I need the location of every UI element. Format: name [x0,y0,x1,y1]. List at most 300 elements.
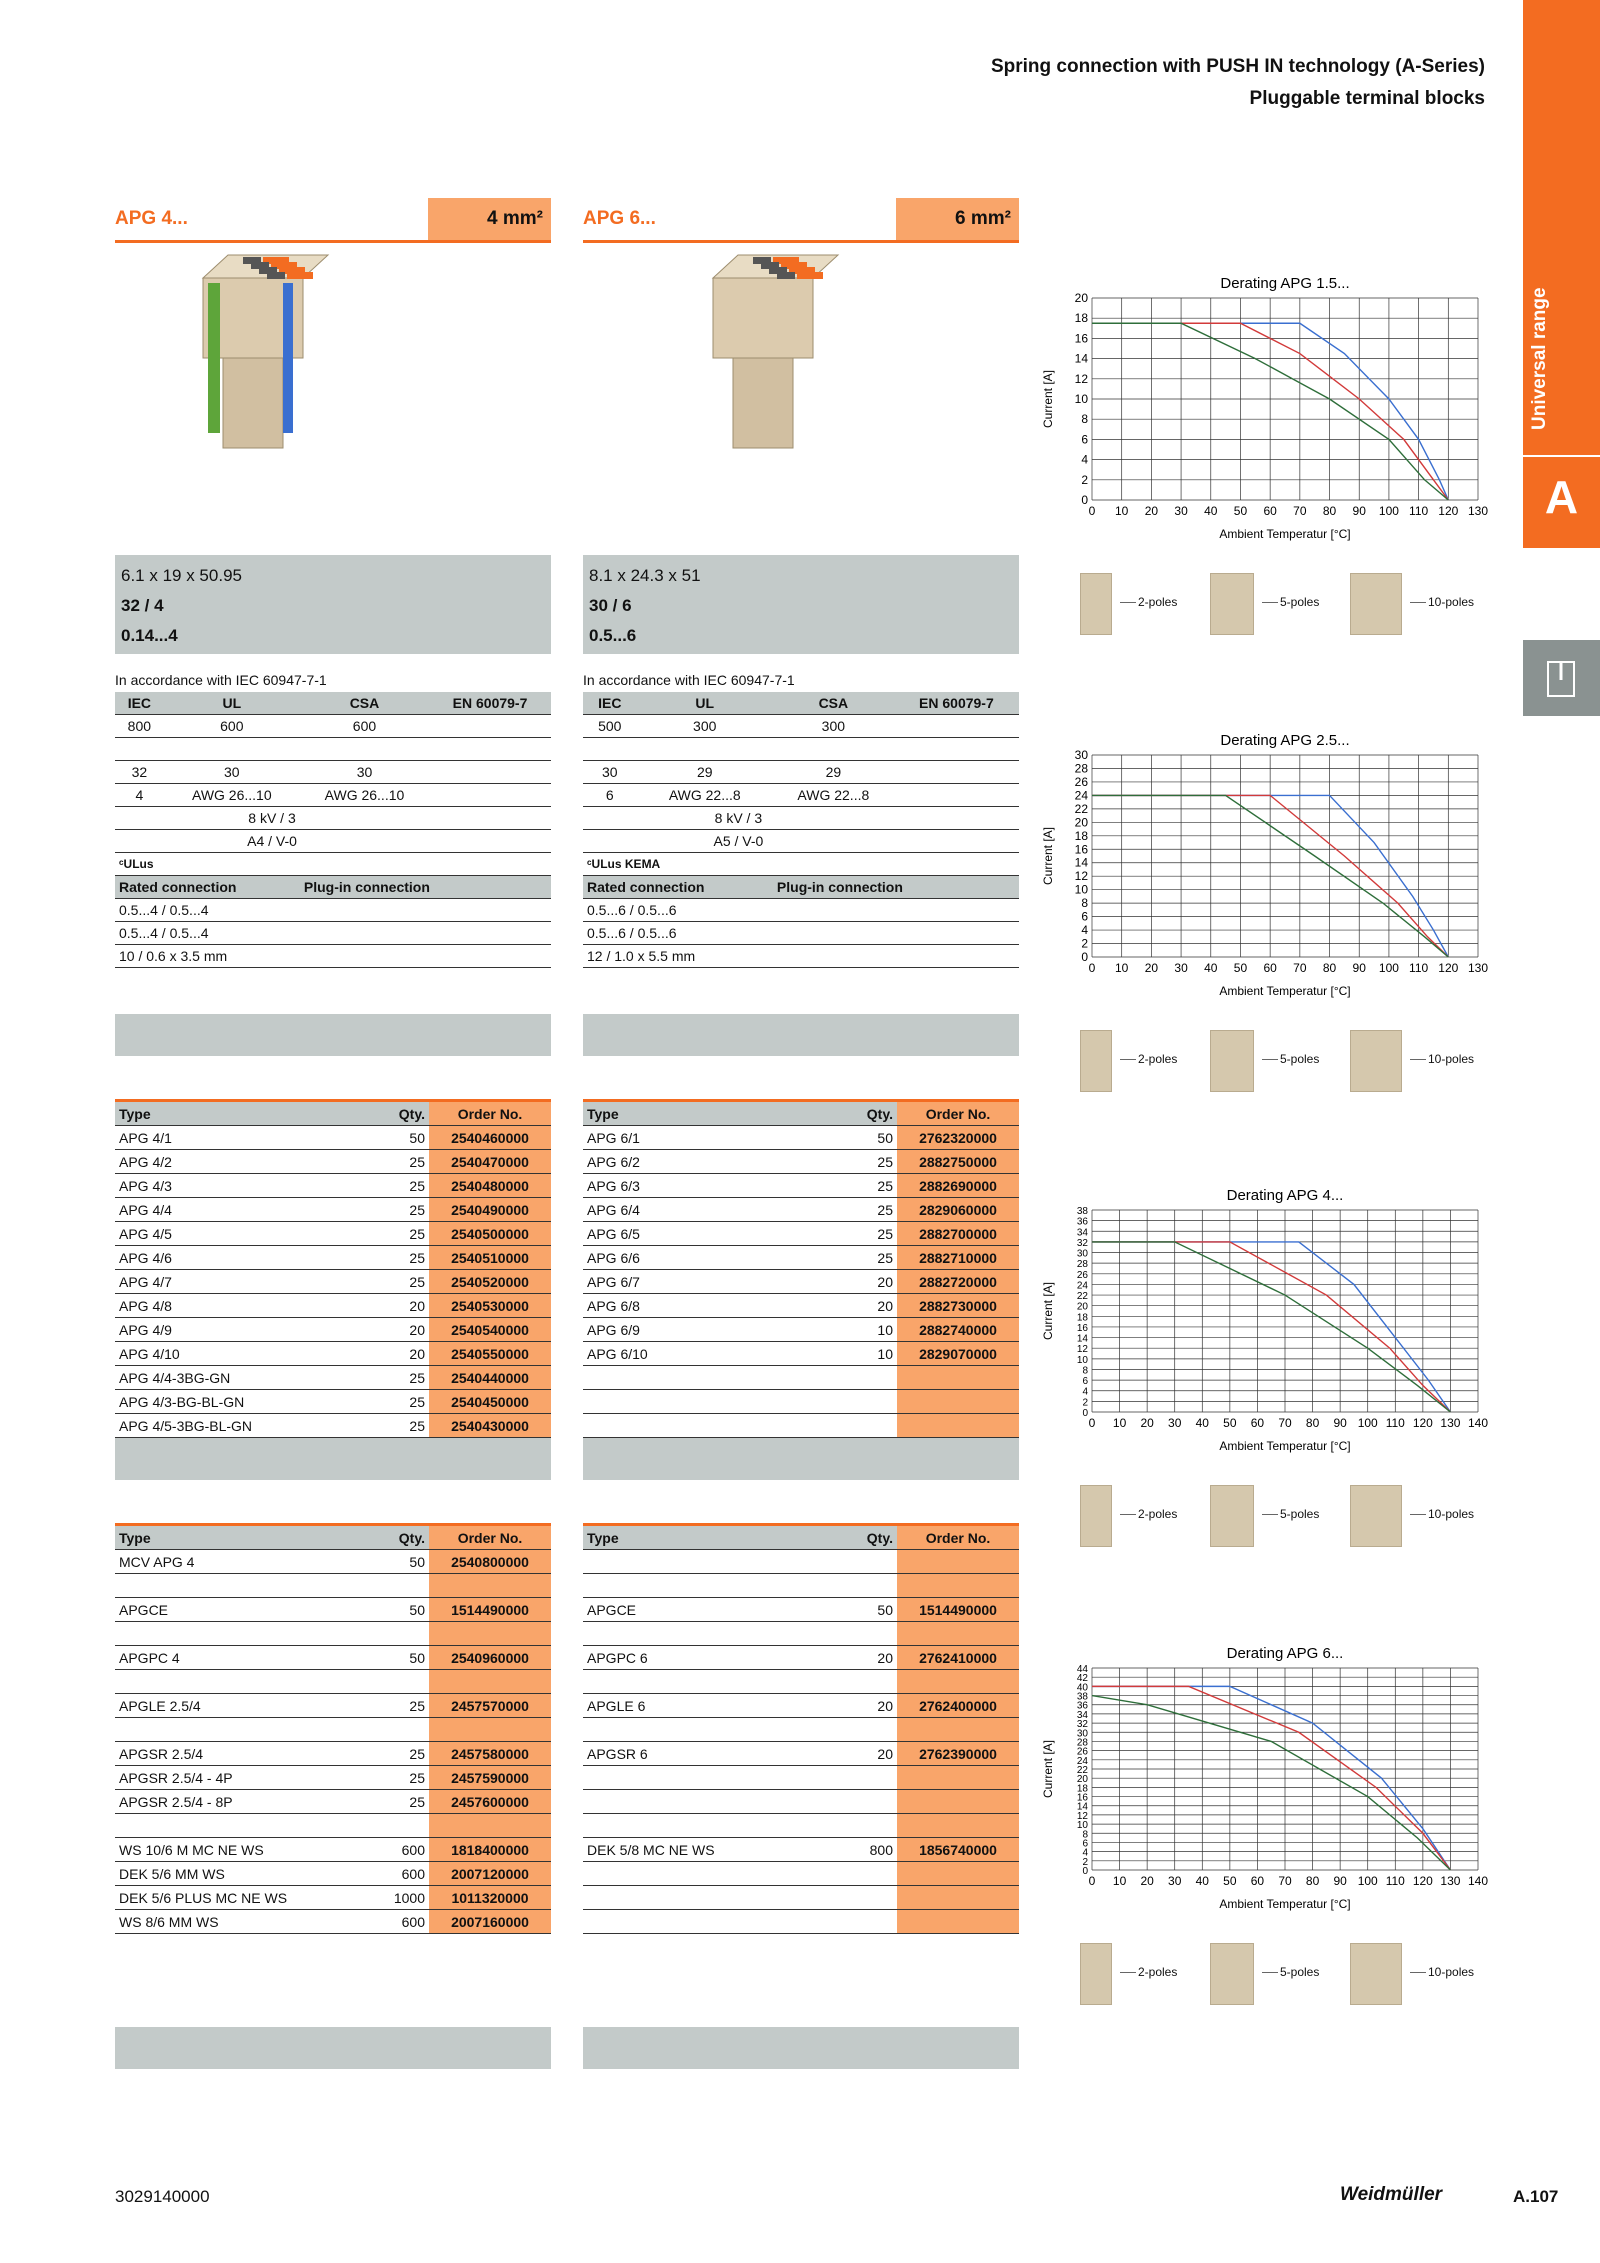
y-tick-label: 38 [1076,1691,1088,1703]
order-row [115,1670,551,1694]
order-row [583,1246,1019,1270]
order-type: APG 4/5 [115,1222,351,1246]
order-row [583,1414,1019,1438]
ratings-cell [894,807,1019,830]
y-tick-label: 28 [1074,761,1088,776]
ratings-row [583,830,1019,853]
order-row [115,1126,551,1150]
y-tick-label: 12 [1074,371,1088,386]
x-tick-label: 70 [1293,504,1307,518]
legend-label: 2-poles [1120,1507,1177,1521]
order-header-qty: Qty. [819,1525,897,1550]
y-tick-label: 14 [1074,351,1088,366]
y-tick-label: 14 [1074,855,1088,870]
order-type: APG 4/10 [115,1342,351,1366]
order-row [583,1670,1019,1694]
spec-range: 0.14...4 [121,626,178,645]
x-tick-label: 0 [1088,504,1096,518]
y-tick-label: 22 [1076,1291,1088,1303]
order-number: 2540430000 [429,1414,551,1438]
order-qty: 20 [351,1342,429,1366]
x-tick-label: 30 [1174,504,1188,518]
order-qty: 25 [351,1414,429,1438]
order-type: APG 4/3-BG-BL-GN [115,1390,351,1414]
derating-chart [1040,268,1500,653]
order-header-type: Type [583,1101,819,1126]
order-number: 2882710000 [897,1246,1019,1270]
connection-header-cell: Rated connection [583,876,773,899]
product-column-apg4 [115,198,551,2069]
order-footer-bar [583,1438,1019,1480]
ul-cert-icon: ᶜULus KEMA [583,853,1019,876]
order-type: APG 6/9 [583,1318,819,1342]
chart-legend [1040,573,1500,653]
order-type: APG 6/7 [583,1270,819,1294]
order-type: APG 4/3 [115,1174,351,1198]
order-number [429,1670,551,1694]
side-tab-label: Universal range [1529,287,1550,430]
x-tick-label: 130 [1440,1874,1461,1888]
ratings-row [115,784,551,807]
order-qty: 10 [819,1342,897,1366]
order-number: 2882700000 [897,1222,1019,1246]
order-number: 2540480000 [429,1174,551,1198]
order-qty: 50 [819,1126,897,1150]
x-tick-label: 60 [1263,961,1277,975]
y-tick-label: 32 [1076,1719,1088,1731]
accordance-note: In accordance with IEC 60947-7-1 [583,672,795,688]
order-number [897,1414,1019,1438]
y-tick-label: 26 [1074,774,1088,789]
order-qty: 25 [351,1150,429,1174]
y-axis-label: Current [A] [1041,826,1055,886]
x-tick-label: 140 [1467,1416,1489,1430]
tool-icon [1523,640,1600,716]
order-row [115,1574,551,1598]
ratings-cell [894,784,1019,807]
y-tick-label: 12 [1076,1344,1088,1356]
order-number: 2882730000 [897,1294,1019,1318]
order-qty: 800 [819,1838,897,1862]
order-row [583,1766,1019,1790]
order-row [583,1342,1019,1366]
ratings-header-cell: UL [164,692,300,715]
y-tick-label: 0 [1081,493,1088,507]
y-tick-label: 4 [1081,452,1088,467]
y-tick-label: 14 [1076,1333,1088,1345]
order-row [583,1622,1019,1646]
x-tick-label: 40 [1204,504,1218,518]
accessory-table [583,1523,1019,1934]
legend-label: 10-poles [1410,1965,1474,1979]
connection-cell: 0.5...6 / 0.5...6 [583,899,1019,922]
order-header-type: Type [115,1101,351,1126]
order-type [583,1622,819,1646]
x-tick-label: 130 [1467,961,1489,975]
ratings-cell: 4 [115,784,164,807]
x-tick-label: 120 [1412,1416,1433,1430]
y-tick-label: 28 [1076,1737,1088,1749]
order-number: 1818400000 [429,1838,551,1862]
order-qty: 10 [819,1318,897,1342]
order-row [115,1838,551,1862]
order-number: 2540540000 [429,1318,551,1342]
legend-pole-image [1080,1485,1112,1547]
info-bar [583,1014,1019,1056]
order-number: 2762390000 [897,1742,1019,1766]
ratings-cell: 29 [773,761,894,784]
order-row [115,1598,551,1622]
order-number: 2540960000 [429,1646,551,1670]
y-tick-label: 16 [1074,331,1088,346]
x-tick-label: 110 [1409,961,1429,975]
order-number [897,1862,1019,1886]
y-tick-label: 6 [1081,432,1088,447]
y-tick-label: 20 [1074,291,1088,305]
order-qty [351,1574,429,1598]
ratings-cell [429,784,551,807]
order-row [583,1150,1019,1174]
order-row [583,1862,1019,1886]
spec-current: 30 / 6 [589,596,632,615]
legend-label: 10-poles [1410,1052,1474,1066]
order-type: APGPC 4 [115,1646,351,1670]
order-qty: 20 [819,1646,897,1670]
legend-label: 2-poles [1120,595,1177,609]
order-row [583,1222,1019,1246]
order-type: APGLE 2.5/4 [115,1694,351,1718]
order-type: APG 4/4 [115,1198,351,1222]
order-row [583,1598,1019,1622]
order-qty: 25 [819,1174,897,1198]
ratings-cell [115,738,164,761]
order-type: APG 4/5-3BG-BL-GN [115,1414,351,1438]
accessory-tab[interactable] [1523,640,1600,716]
order-type [583,1766,819,1790]
x-tick-label: 90 [1333,1416,1347,1430]
x-tick-label: 50 [1223,1416,1237,1430]
x-tick-label: 70 [1278,1874,1292,1888]
order-row [583,1390,1019,1414]
ratings-cell: 30 [300,761,429,784]
order-type [583,1910,819,1934]
terminal-block-image [115,243,551,555]
order-type: WS 10/6 M MC NE WS [115,1838,351,1862]
order-row [115,1222,551,1246]
x-tick-label: 60 [1263,504,1277,518]
derating-chart [1040,1638,1500,2023]
y-tick-label: 4 [1082,1386,1088,1398]
order-row [115,1174,551,1198]
ratings-cell: AWG 22...8 [773,784,894,807]
x-tick-label: 60 [1250,1416,1265,1430]
y-axis-label: Current [A] [1041,1739,1055,1799]
x-tick-label: 120 [1438,504,1459,518]
chart-title: Derating APG 6... [1226,1645,1344,1662]
order-row [115,1366,551,1390]
brand-logo: Weidmüller [1340,2184,1443,2205]
order-qty: 25 [351,1198,429,1222]
ratings-cell [300,738,429,761]
order-number: 2540550000 [429,1342,551,1366]
order-type: APGSR 2.5/4 - 4P [115,1766,351,1790]
ratings-header-cell: EN 60079-7 [429,692,551,715]
order-number: 2540510000 [429,1246,551,1270]
order-row [115,1790,551,1814]
dimensions: 6.1 x 19 x 50.95 [121,566,242,585]
order-qty: 20 [819,1294,897,1318]
order-number [897,1814,1019,1838]
ratings-header-cell: EN 60079-7 [894,692,1019,715]
ratings-cell: 600 [164,715,300,738]
series-line-10-poles [1092,1696,1450,1870]
product-title-bar [583,198,1019,243]
y-tick-label: 36 [1076,1216,1088,1228]
order-footer-bar [115,1438,551,1480]
y-tick-label: 42 [1076,1673,1088,1685]
x-tick-label: 10 [1112,1416,1127,1430]
y-tick-label: 10 [1076,1820,1088,1832]
order-qty [819,1622,897,1646]
order-row [583,1646,1019,1670]
x-tick-label: 10 [1115,504,1129,518]
info-bar [115,1014,551,1056]
terminal-block-image [583,243,1019,555]
order-type: APG 6/4 [583,1198,819,1222]
order-row [583,1742,1019,1766]
order-number: 2540460000 [429,1126,551,1150]
ratings-cell: 600 [300,715,429,738]
order-qty: 25 [351,1270,429,1294]
order-row [115,1694,551,1718]
x-tick-label: 50 [1233,504,1248,518]
ratings-row [115,830,551,853]
order-row [583,1550,1019,1574]
y-tick-label: 38 [1076,1206,1088,1217]
order-row [583,1198,1019,1222]
y-tick-label: 22 [1076,1765,1088,1776]
x-tick-label: 90 [1352,504,1366,518]
x-tick-label: 40 [1195,1874,1209,1888]
order-qty: 25 [351,1246,429,1270]
order-row [115,1390,551,1414]
order-qty: 20 [351,1318,429,1342]
y-tick-label: 6 [1082,1838,1088,1850]
x-tick-label: 110 [1385,1416,1405,1430]
order-qty: 25 [351,1766,429,1790]
accessory-footer-bar [583,2027,1019,2069]
order-qty: 25 [819,1198,897,1222]
x-tick-label: 50 [1223,1874,1237,1888]
y-tick-label: 0 [1082,1408,1088,1419]
ratings-cell: 29 [637,761,773,784]
order-number: 2540500000 [429,1222,551,1246]
order-qty [351,1718,429,1742]
ratings-cell: 32 [115,761,164,784]
order-row [115,1198,551,1222]
order-type: APGSR 2.5/4 - 8P [115,1790,351,1814]
order-qty: 25 [351,1790,429,1814]
order-number: 2540520000 [429,1270,551,1294]
spec-box [115,555,551,654]
legend-pole-image [1210,573,1254,635]
order-number [429,1622,551,1646]
product-name: APG 4... [115,208,188,229]
order-qty: 20 [819,1742,897,1766]
ratings-cell: AWG 26...10 [164,784,300,807]
order-type: APG 4/6 [115,1246,351,1270]
order-number: 2457600000 [429,1790,551,1814]
legend-label: 10-poles [1410,1507,1474,1521]
chart-title: Derating APG 2.5... [1220,732,1350,749]
order-row [583,1366,1019,1390]
x-tick-label: 100 [1378,504,1399,518]
connection-header-cell: Rated connection [115,876,300,899]
y-tick-label: 32 [1076,1237,1088,1249]
ratings-cell [583,738,637,761]
legend-pole-image [1210,1485,1254,1547]
order-row [583,1318,1019,1342]
y-tick-label: 36 [1076,1700,1088,1712]
chart-svg [1040,268,1500,568]
y-tick-label: 8 [1082,1829,1088,1841]
order-type [115,1622,351,1646]
order-header-qty: Qty. [351,1525,429,1550]
y-tick-label: 18 [1074,311,1088,326]
ratings-row [583,715,1019,738]
ratings-row [583,784,1019,807]
order-number: 2540450000 [429,1390,551,1414]
order-qty: 600 [351,1838,429,1862]
order-qty [819,1390,897,1414]
order-type: APG 6/2 [583,1150,819,1174]
order-number: 2457590000 [429,1766,551,1790]
order-qty: 600 [351,1862,429,1886]
legend-pole-image [1210,1943,1254,2005]
connection-header-cell: Plug-in connection [773,876,1019,899]
ratings-row [583,738,1019,761]
y-tick-label: 30 [1076,1248,1088,1260]
order-type [115,1670,351,1694]
order-qty [819,1862,897,1886]
y-tick-label: 6 [1081,909,1088,924]
order-type: APG 4/1 [115,1126,351,1150]
order-type [115,1718,351,1742]
y-tick-label: 8 [1082,1365,1088,1377]
side-tab[interactable] [1523,0,1600,548]
ratings-row [583,807,1019,830]
order-row [583,1174,1019,1198]
order-number [897,1718,1019,1742]
order-qty [819,1790,897,1814]
order-number: 2540530000 [429,1294,551,1318]
cross-section-box [896,198,1019,240]
ratings-header-cell: CSA [300,692,429,715]
order-type: APG 4/8 [115,1294,351,1318]
connection-cell: 10 / 0.6 x 3.5 mm [115,945,551,968]
y-tick-label: 26 [1076,1746,1088,1758]
product-name: APG 6... [583,208,656,229]
order-type [115,1814,351,1838]
order-qty [819,1910,897,1934]
order-row [115,1294,551,1318]
connection-header-cell: Plug-in connection [300,876,551,899]
order-qty: 25 [819,1150,897,1174]
y-tick-label: 20 [1076,1774,1088,1786]
x-tick-label: 100 [1378,961,1399,975]
cross-section: 6 mm² [955,208,1011,229]
ratings-cell [894,761,1019,784]
x-tick-label: 50 [1233,961,1248,975]
x-axis-label: Ambient Temperatur [°C] [1219,527,1351,541]
order-type [583,1390,819,1414]
order-row [115,1550,551,1574]
order-header-no: Order No. [897,1101,1019,1126]
y-tick-label: 12 [1074,869,1088,884]
order-qty: 600 [351,1910,429,1934]
order-row [115,1718,551,1742]
y-tick-label: 44 [1076,1664,1088,1675]
order-row [115,1342,551,1366]
y-tick-label: 24 [1076,1755,1088,1767]
y-tick-label: 14 [1076,1801,1088,1813]
x-tick-label: 80 [1305,1874,1320,1888]
y-tick-label: 20 [1074,815,1088,830]
ratings-table [115,692,551,968]
y-tick-label: 30 [1076,1728,1088,1740]
order-type: APGCE [115,1598,351,1622]
ratings-span-cell: 8 kV / 3 [583,807,894,830]
product-title-bar [115,198,551,243]
order-number: 1514490000 [897,1598,1019,1622]
ratings-cell: 6 [583,784,637,807]
accessory-table [115,1523,551,1934]
y-tick-label: 2 [1082,1856,1088,1868]
order-type: APG 6/10 [583,1342,819,1366]
y-tick-label: 6 [1082,1376,1088,1388]
order-type: APG 4/9 [115,1318,351,1342]
ratings-header-cell: CSA [773,692,894,715]
y-tick-label: 20 [1076,1301,1088,1313]
order-qty: 50 [351,1550,429,1574]
order-number [897,1622,1019,1646]
legend-label: 5-poles [1262,1965,1319,1979]
order-row [583,1294,1019,1318]
order-number: 2829060000 [897,1198,1019,1222]
order-row [583,1790,1019,1814]
order-type: APG 6/5 [583,1222,819,1246]
order-number: 1514490000 [429,1598,551,1622]
chart-title: Derating APG 4... [1226,1187,1344,1204]
ratings-cell [894,738,1019,761]
spec-box [583,555,1019,654]
y-tick-label: 40 [1076,1682,1088,1694]
y-tick-label: 28 [1076,1259,1088,1271]
order-number [897,1366,1019,1390]
order-row [115,1766,551,1790]
x-tick-label: 90 [1333,1874,1347,1888]
order-number: 2540470000 [429,1150,551,1174]
order-qty: 25 [351,1222,429,1246]
y-tick-label: 12 [1076,1810,1088,1822]
order-type [583,1790,819,1814]
x-tick-label: 80 [1322,961,1337,975]
ratings-cell: 30 [583,761,637,784]
chart-svg [1040,1180,1500,1480]
ratings-header-cell: IEC [583,692,637,715]
legend-label: 2-poles [1120,1965,1177,1979]
x-tick-label: 130 [1467,504,1489,518]
